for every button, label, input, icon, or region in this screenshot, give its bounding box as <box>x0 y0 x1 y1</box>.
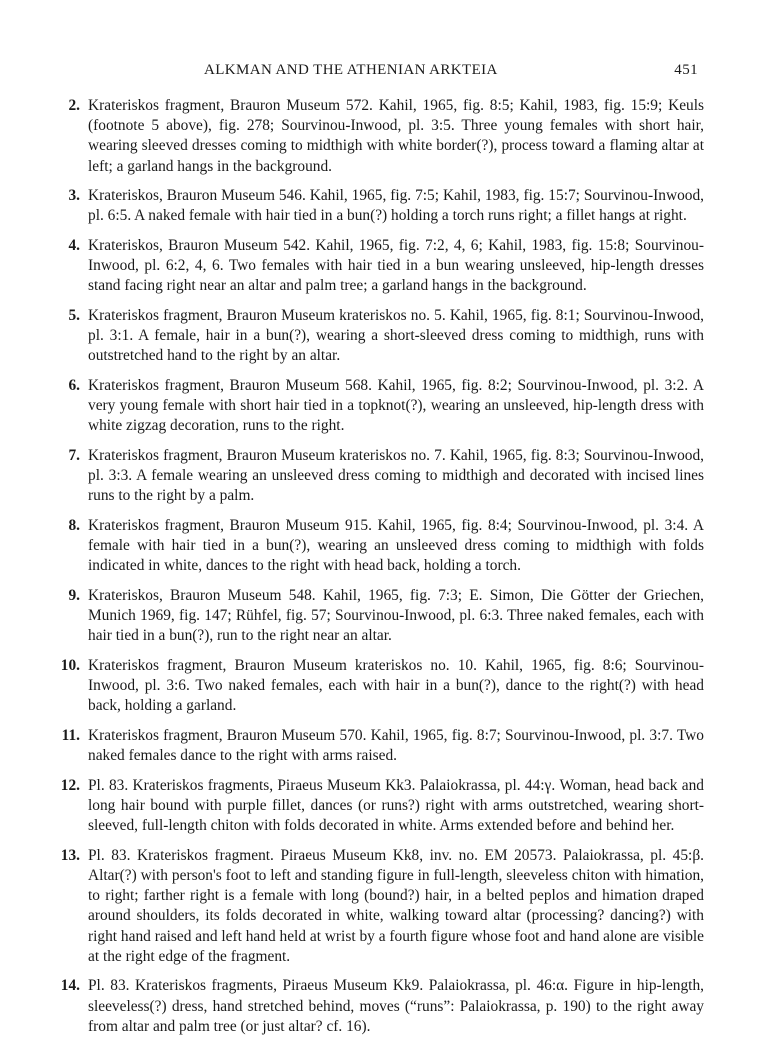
catalogue-entry-7 <box>48 446 704 507</box>
running-title: ALKMAN AND THE ATHENIAN ARKTEIA <box>204 62 498 78</box>
entry-number: 3. <box>68 187 80 205</box>
entry-text: Pl. 83. Krateriskos fragments, Piraeus Museum Kk9. Palaiokrassa, pl. 46:α. Figure in hip-length, sleeveless(?) dress, hand stretched behind, moves (“runs”: Palaiokrassa, p. 190) to the right away from altar and palm tree (or just altar? cf. 16). <box>88 977 704 1035</box>
entry-number: 6. <box>68 377 80 394</box>
entry-text: Krateriskos fragment, Brauron Museum 572. Kahil, 1965, fig. 8:5; Kahil, 1983, fig. 15:9; Keuls (footnote 5 above), fig. 278; Sourvinou-Inwood, pl. 3:5. Three young females with short hair, wearing sleeved dresses coming to midthigh with white border(?), process toward a flaming altar at left; a garland hangs in the background. <box>88 97 704 175</box>
catalogue-entry-8 <box>48 516 704 577</box>
catalogue-list <box>48 96 704 1046</box>
catalogue-entry-6 <box>48 376 704 437</box>
catalogue-entry-13 <box>48 846 704 967</box>
catalogue-entry-11 <box>48 726 704 766</box>
catalogue-entry-5 <box>48 306 704 367</box>
catalogue-entry-3 <box>48 186 704 226</box>
entry-number: 12. <box>60 776 80 794</box>
catalogue-entry-4 <box>48 236 704 297</box>
entry-text: Krateriskos fragment, Brauron Museum krateriskos no. 10. Kahil, 1965, fig. 8:6; Sourvinou-Inwood, pl. 3:6. Two naked females, each with hair in a bun(?), dance to the right(?) with head back, holding a garland. <box>88 657 704 715</box>
entry-text: Pl. 83. Krateriskos fragments, Piraeus Museum Kk3. Palaiokrassa, pl. 44:γ. Woman, head back and long hair bound with purple fillet, dances (or runs?) right with arms outstretched, wearing short-sleeved, full-length chiton with folds decorated in white. Arms extended before and behind her. <box>88 776 704 835</box>
entry-number: 10. <box>60 657 80 674</box>
entry-number: 14. <box>60 977 80 995</box>
catalogue-entry-10 <box>48 656 704 717</box>
catalogue-entry-2 <box>48 96 704 177</box>
entry-text: Pl. 83. Krateriskos fragment. Piraeus Museum Kk8, inv. no. EM 20573. Palaiokrassa, pl. 45:β. Altar(?) with person's foot to left and standing figure in full-length, sleeveless chiton with himation, to right; farther right is a female with long (bound?) hair, in a belted peplos and himation draped around shoulders, its folds decorated in white, walking toward altar (processing? dancing?) with right hand raised and left hand held at wrist by a fourth figure whose foot and hand alone are visible at the right edge of the fragment. <box>88 846 704 965</box>
entry-number: 4. <box>68 237 80 254</box>
running-head <box>0 62 768 82</box>
entry-number: 11. <box>61 727 80 744</box>
entry-number: 8. <box>68 517 80 534</box>
catalogue-entry-12 <box>48 776 704 837</box>
catalogue-entry-9 <box>48 586 704 647</box>
entry-text: Krateriskos fragment, Brauron Museum 568. Kahil, 1965, fig. 8:2; Sourvinou-Inwood, pl. 3:2. A very young female with short hair tied in a topknot(?), wearing an unsleeved, hip-length dress with white zigzag decoration, runs to the right. <box>88 377 704 435</box>
entry-number: 5. <box>68 307 80 324</box>
page-number: 451 <box>674 62 698 78</box>
entry-number: 7. <box>68 447 80 464</box>
entry-text: Krateriskos fragment, Brauron Museum 570. Kahil, 1965, fig. 8:7; Sourvinou-Inwood, pl. 3:7. Two naked females dance to the right with arms raised. <box>88 727 704 765</box>
entry-text: Krateriskos fragment, Brauron Museum krateriskos no. 5. Kahil, 1965, fig. 8:1; Sourvinou-Inwood, pl. 3:1. A female, hair in a bun(?), wearing a short-sleeved dress coming to midthigh, runs with outstretched hand to the right by an altar. <box>88 307 704 365</box>
entry-number: 9. <box>68 587 80 604</box>
entry-number: 2. <box>68 97 80 114</box>
entry-text: Krateriskos fragment, Brauron Museum krateriskos no. 7. Kahil, 1965, fig. 8:3; Sourvinou-Inwood, pl. 3:3. A female wearing an unsleeved dress coming to midthigh and decorated with incised lines runs to the right by a palm. <box>88 447 704 505</box>
entry-text: Krateriskos, Brauron Museum 542. Kahil, 1965, fig. 7:2, 4, 6; Kahil, 1983, fig. 15:8; Sourvinou-Inwood, pl. 6:2, 4, 6. Two females with hair tied in a bun wearing unsleeved, hip-length dresses stand facing right near an altar and palm tree; a garland hangs in the background. <box>88 237 704 295</box>
entry-number: 13. <box>60 846 80 864</box>
catalogue-entry-14 <box>48 976 704 1037</box>
entry-text: Krateriskos fragment, Brauron Museum 915. Kahil, 1965, fig. 8:4; Sourvinou-Inwood, pl. 3:4. A female with hair tied in a bun(?), wearing an unsleeved dress coming to midthigh with folds indicated in white, dances to the right with head back, holding a torch. <box>88 517 704 575</box>
entry-text: Krateriskos, Brauron Museum 546. Kahil, 1965, fig. 7:5; Kahil, 1983, fig. 15:7; Sourvinou-Inwood, pl. 6:5. A naked female with hair tied in a bun(?) holding a torch runs right; a fillet hangs at right. <box>88 187 704 225</box>
entry-text: Krateriskos, Brauron Museum 548. Kahil, 1965, fig. 7:3; E. Simon, Die Götter der Griechen, Munich 1969, fig. 147; Rühfel, fig. 57; Sourvinou-Inwood, pl. 6:3. Three naked females, each with hair tied in a bun(?), run to the right near an altar. <box>88 587 704 645</box>
